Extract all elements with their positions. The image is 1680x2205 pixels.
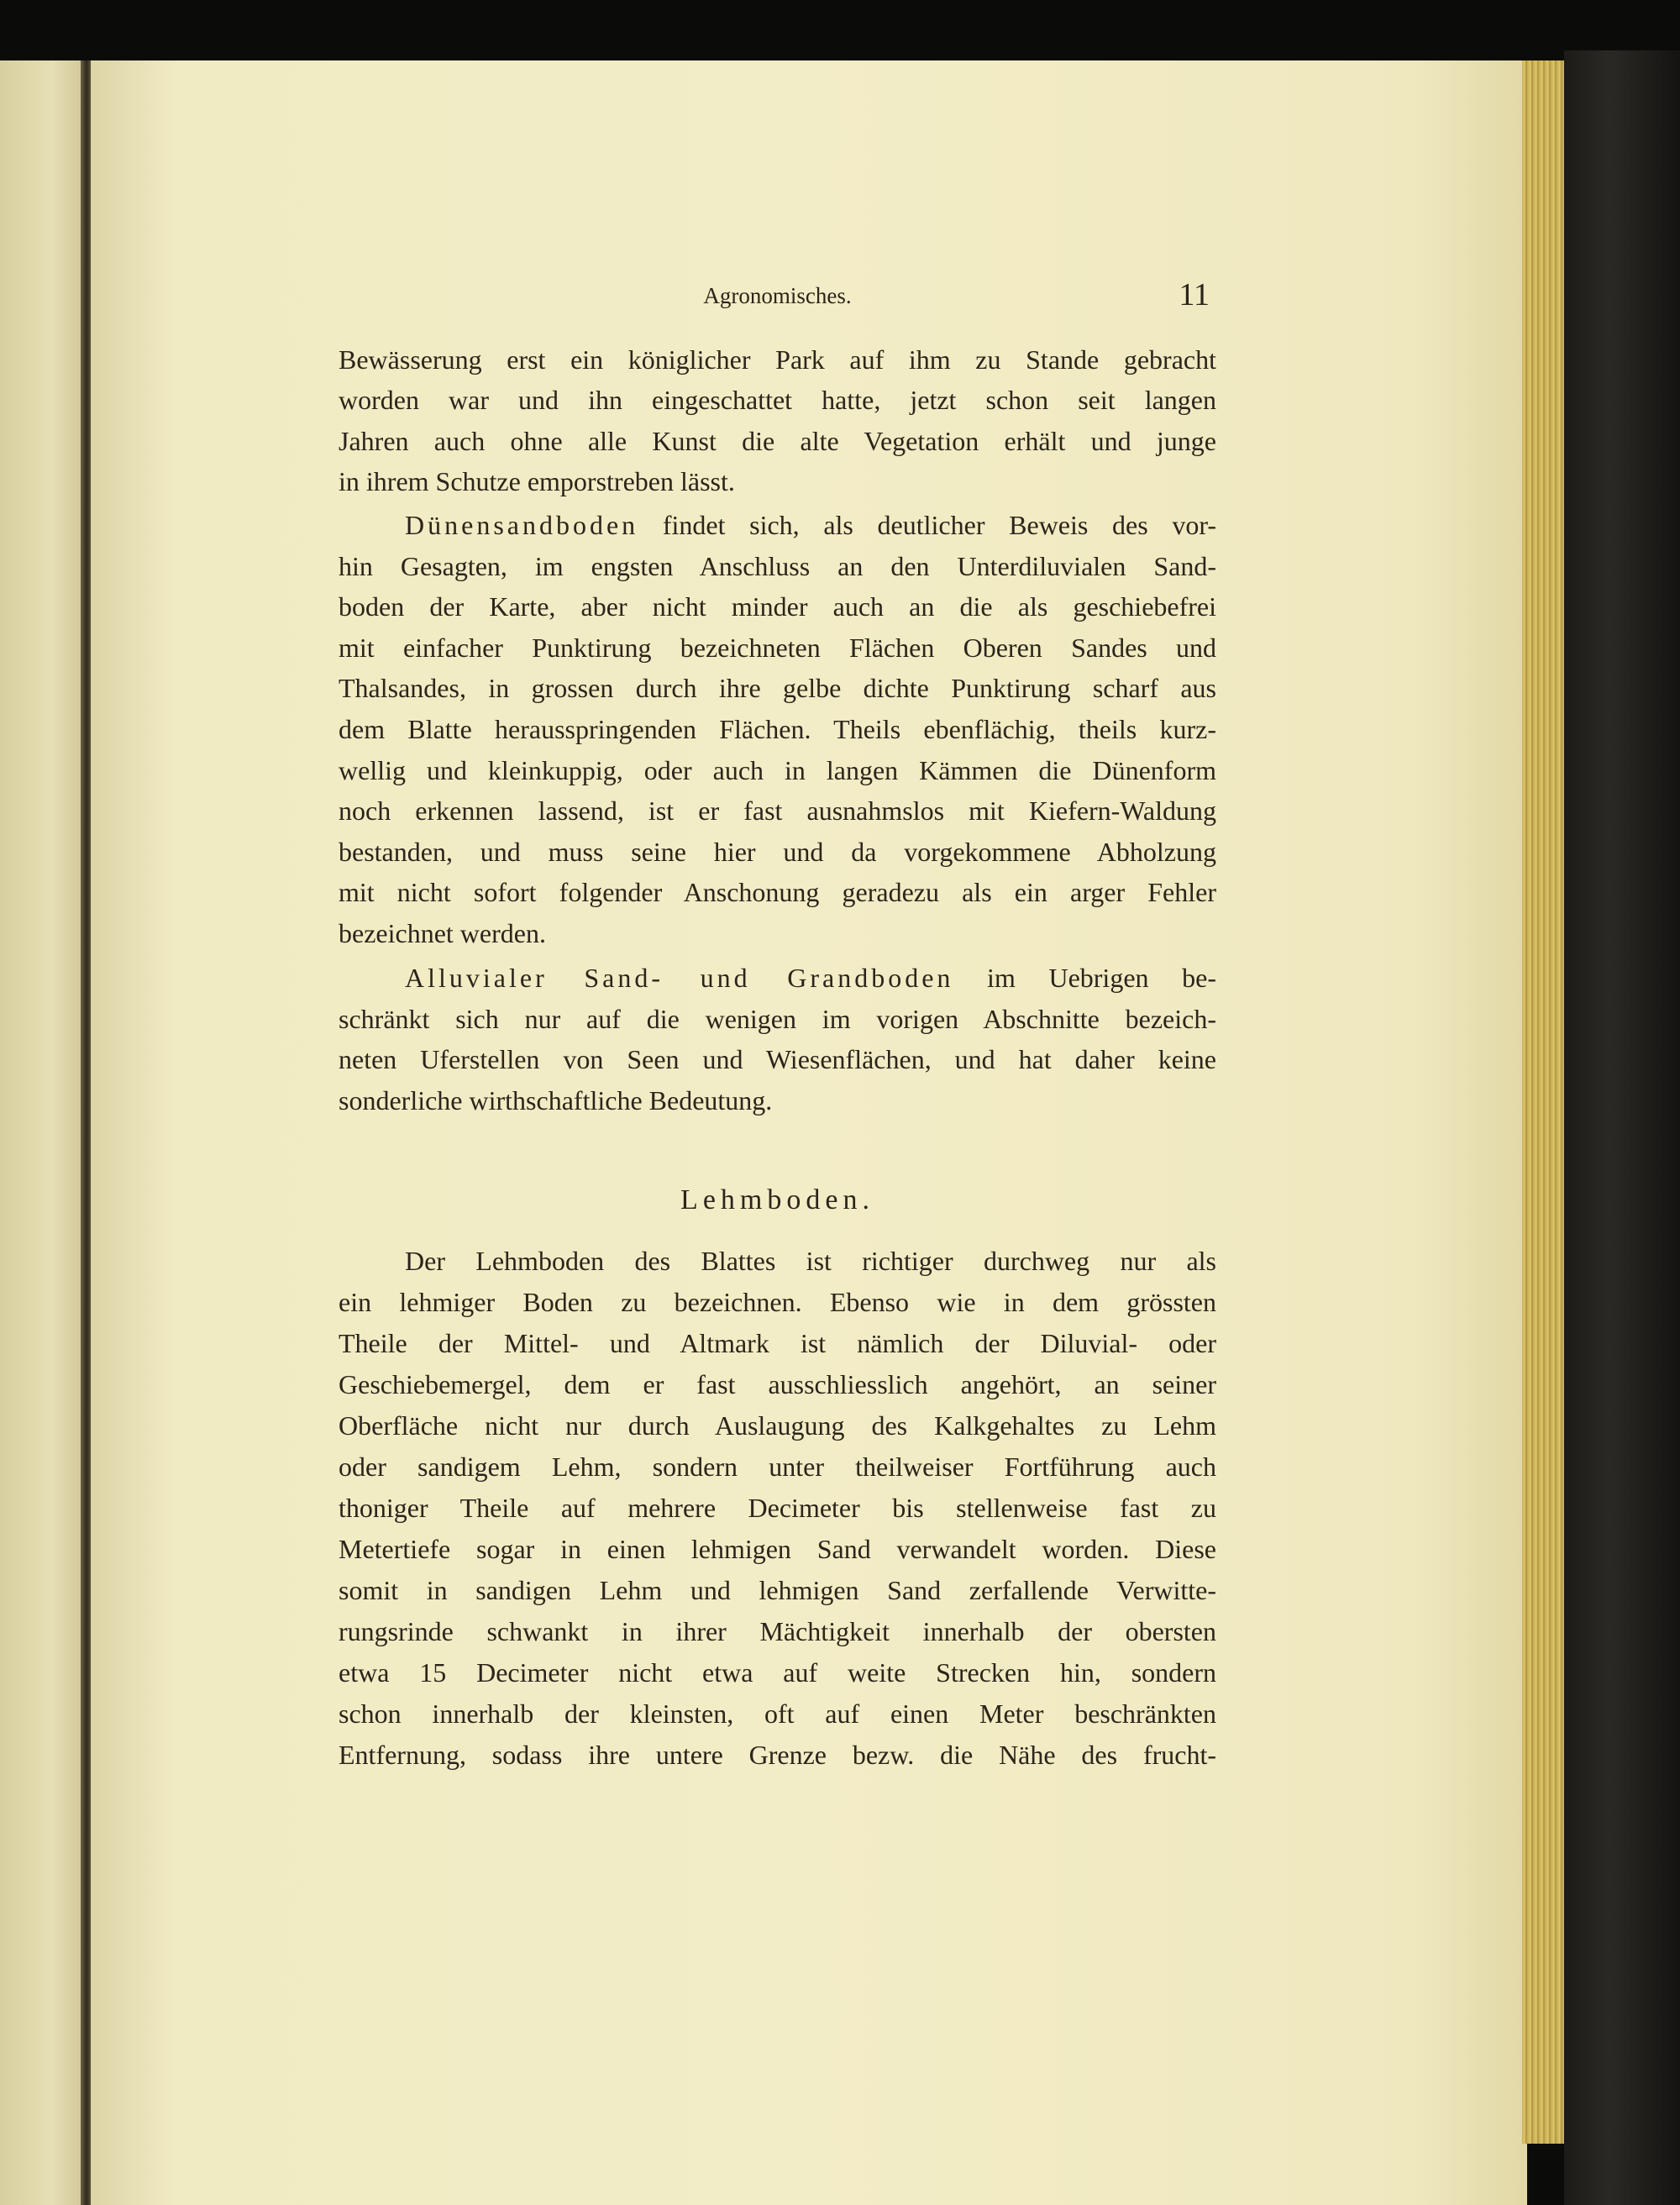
text-line: in ihrem Schutze emporstreben lässt. (339, 466, 735, 496)
text-line: somit in sandigen Lehm und lehmigen Sand zerfallende Verwitte- (339, 1575, 1216, 1605)
text-line: Entfernung, sodass ihre untere Grenze bezw. die Nähe des frucht- (339, 1740, 1216, 1770)
text-fragment: im Uebrigen be- (953, 963, 1217, 993)
text-line: Der Lehmboden des Blattes ist richtiger durchweg nur als (405, 1246, 1216, 1276)
text-line: Metertiefe sogar in einen lehmigen Sand verwandelt worden. Diese (339, 1534, 1216, 1564)
text-line: neten Uferstellen von Seen und Wiesenflächen, und hat daher keine (339, 1044, 1216, 1074)
left-page-edge (0, 60, 87, 2205)
text-line: mit einfacher Punktirung bezeichneten Flächen Oberen Sandes und (339, 633, 1216, 663)
text-line: sonderliche wirthschaftliche Bedeutung. (339, 1085, 773, 1116)
text-line: oder sandigem Lehm, sondern unter theilweiser Fortführung auch (339, 1452, 1216, 1482)
text-line: Theile der Mittel- und Altmark ist nämlich der Diluvial- oder (339, 1328, 1216, 1358)
page-number: 11 (1179, 277, 1210, 312)
text-line: Jahren auch ohne alle Kunst die alte Vegetation erhält und junge (339, 426, 1216, 456)
text-line: dem Blatte herausspringenden Flächen. Theils ebenflächig, theils kurz- (339, 714, 1216, 744)
text-line: bezeichnet werden. (339, 918, 546, 948)
book-cover-edge (1564, 50, 1680, 2205)
text-line: ein lehmiger Boden zu bezeichnen. Ebenso wie in dem grössten (339, 1287, 1216, 1317)
text-line: Oberfläche nicht nur durch Auslaugung des Kalkgehaltes zu Lehm (339, 1410, 1216, 1441)
text-line: bestanden, und muss seine hier und da vorgekommene Abholzung (339, 837, 1216, 867)
section-heading: Lehmboden. (680, 1184, 874, 1215)
running-title: Agronomisches. (703, 283, 852, 308)
gilt-page-edges (1522, 60, 1564, 2144)
text-line (339, 505, 1216, 546)
text-line: noch erkennen lassend, ist er fast ausnahmslos mit Kiefern-Waldung (339, 795, 1216, 826)
text-line (339, 958, 1216, 999)
text-line: hin Gesagten, im engsten Anschluss an den Unterdiluvialen Sand- (339, 551, 1216, 581)
text-line: thoniger Theile auf mehrere Decimeter bis stellenweise fast zu (339, 1493, 1216, 1523)
text-line: Geschiebemergel, dem er fast ausschliesslich angehört, an seiner (339, 1369, 1216, 1399)
running-header (339, 276, 1216, 318)
text-line: Bewässerung erst ein königlicher Park auf ihm zu Stande gebracht (339, 344, 1216, 375)
text-line: schränkt sich nur auf die wenigen im vorigen Abschnitte bezeich- (339, 1004, 1216, 1034)
text-line: schon innerhalb der kleinsten, oft auf einen Meter beschränkten (339, 1698, 1216, 1729)
text-line: wellig und kleinkuppig, oder auch in langen Kämmen die Dünenform (339, 755, 1216, 785)
term-duenensandboden: Dünensandboden (405, 510, 639, 540)
text-fragment: findet sich, als deutlicher Beweis des vor- (638, 510, 1216, 540)
text-line: boden der Karte, aber nicht minder auch an die als geschiebefrei (339, 591, 1216, 622)
term-alluvialer-sandboden: Alluvialer Sand- und Grandboden (405, 963, 954, 993)
text-line: etwa 15 Decimeter nicht etwa auf weite Strecken hin, sondern (339, 1657, 1216, 1688)
text-line: rungsrinde schwankt in ihrer Mächtigkeit innerhalb der obersten (339, 1616, 1216, 1646)
text-line: mit nicht sofort folgender Anschonung geradezu als ein arger Fehler (339, 877, 1216, 907)
text-line: Thalsandes, in grossen durch ihre gelbe dichte Punktirung scharf aus (339, 673, 1216, 703)
text-line: worden war und ihn eingeschattet hatte, jetzt schon seit langen (339, 385, 1216, 415)
